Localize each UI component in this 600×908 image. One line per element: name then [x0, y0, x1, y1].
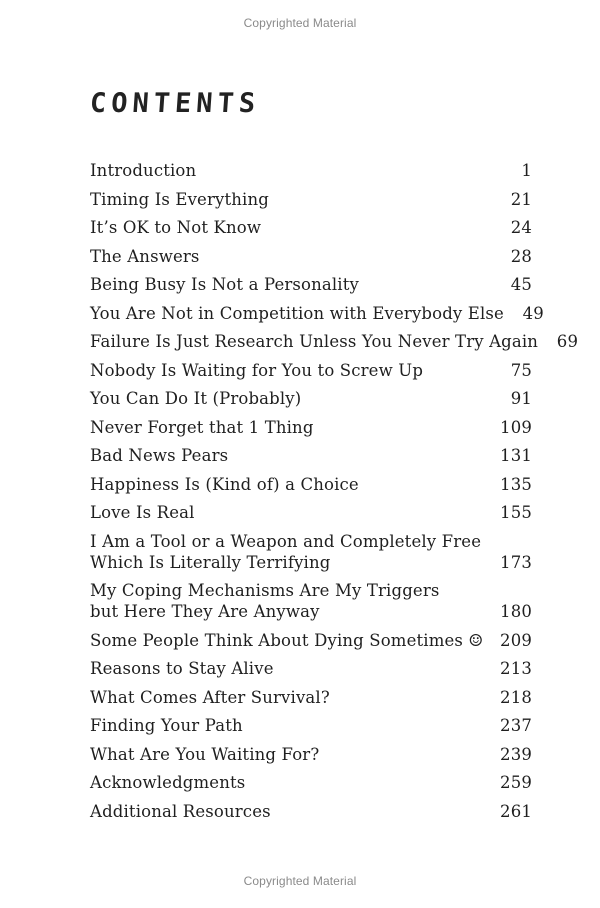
toc-entry-page-number: 131: [500, 446, 532, 465]
toc-entry-title-line: Nobody Is Waiting for You to Screw Up: [90, 360, 424, 380]
toc-entry: [90, 474, 532, 495]
toc-entry: [90, 417, 532, 438]
toc-entry-title: [90, 772, 245, 793]
toc-entry: [90, 502, 532, 523]
toc-entry-title-line: I Am a Tool or a Weapon and Completely Free: [90, 531, 482, 551]
toc-entry: [90, 303, 544, 324]
toc-entry: [90, 658, 532, 679]
toc-entry-title-line: Some People Think About Dying Sometimes ☺: [90, 630, 484, 650]
toc-entry-title-line: What Comes After Survival?: [90, 687, 330, 707]
toc-entry-title-line: Introduction: [90, 161, 197, 180]
toc-entry-title-line: Acknowledgments: [90, 773, 246, 792]
toc-entry-title: [90, 474, 359, 495]
toc-entry: [90, 160, 532, 181]
toc-entry: [90, 217, 532, 238]
toc-entry-title-line: It’s OK to Not Know: [90, 218, 262, 237]
toc-entry-title: [90, 801, 271, 822]
toc-entry-page-number: 49: [522, 303, 544, 323]
toc-entry-title-line: Love Is Real: [90, 503, 195, 522]
toc-entry-page-number: 45: [510, 275, 532, 294]
toc-entry-title-line: Being Busy Is Not a Personality: [90, 275, 359, 294]
toc-entry-page-number: 173: [500, 552, 532, 572]
toc-entry: [90, 687, 532, 708]
toc-entry-title: [90, 658, 274, 679]
toc-entry-title-line: Bad News Pears: [90, 446, 229, 465]
toc-entry-title: [90, 246, 200, 267]
toc-entry: [90, 630, 532, 651]
toc-entry: [90, 580, 532, 622]
toc-entry-title-line: You Are Not in Competition with Everybody Else: [90, 303, 504, 323]
toc-entry-page-number: 21: [510, 189, 532, 209]
toc-entry-title: [90, 303, 504, 324]
toc-entry: [90, 360, 532, 381]
toc-entry: [90, 772, 532, 793]
toc-entry-title-line: The Answers: [90, 246, 200, 266]
toc-entry-title: [90, 417, 314, 438]
toc-entry-title: [90, 744, 319, 765]
toc-entry: [90, 715, 532, 736]
toc-entry-title-line: Failure Is Just Research Unless You Never Try Again: [90, 332, 539, 351]
toc-entry-title: [90, 715, 243, 736]
toc-entry-title: [90, 580, 439, 622]
toc-entry-title: [90, 531, 481, 573]
toc-entry-page-number: 180: [500, 602, 532, 621]
toc-entry-page-number: 24: [510, 218, 532, 237]
toc-entry-title-line: You Can Do It (Probably): [90, 389, 302, 408]
toc-entry: [90, 331, 579, 352]
toc-entry-page-number: 75: [510, 360, 532, 380]
toc-entry-title-line: but Here They Are Anyway: [90, 602, 320, 621]
toc-entry-title-line: My Coping Mechanisms Are My Triggers: [90, 581, 440, 600]
toc-entry-page-number: 69: [556, 332, 579, 351]
toc-entry-title-line: Never Forget that 1 Thing: [90, 417, 314, 437]
toc-entry-title: [90, 360, 423, 381]
toc-entry-page-number: 239: [500, 744, 532, 764]
toc-entry-title-line: Timing Is Everything: [90, 189, 269, 209]
toc-entry-title: [90, 388, 301, 409]
toc-entry-page-number: 1: [521, 161, 532, 180]
watermark-top: Copyrighted Material: [243, 16, 357, 30]
toc-entry-title: [90, 687, 330, 708]
toc-entry-title: [90, 217, 261, 238]
toc-entry-title: [90, 502, 195, 523]
toc-entry-page-number: 209: [500, 630, 532, 650]
toc-entry-page-number: 213: [500, 659, 532, 678]
toc-entry-title-line: Reasons to Stay Alive: [90, 659, 274, 678]
toc-entry-page-number: 109: [500, 417, 532, 437]
toc-entry-page-number: 237: [500, 716, 532, 735]
toc-entry: [90, 531, 532, 573]
toc-entry-title-line: Additional Resources: [90, 801, 271, 821]
toc-entry-page-number: 155: [500, 503, 532, 522]
table-of-contents: [90, 160, 579, 829]
toc-entry-title-line: What Are You Waiting For?: [90, 744, 320, 764]
toc-entry-title: [90, 445, 228, 466]
toc-entry-page-number: 261: [500, 801, 532, 821]
toc-entry: [90, 744, 532, 765]
toc-entry-title-line: Finding Your Path: [90, 716, 243, 735]
toc-entry-title-line: Happiness Is (Kind of) a Choice: [90, 474, 359, 494]
toc-entry-title: [90, 630, 483, 651]
toc-entry-page-number: 259: [500, 773, 532, 792]
toc-entry-title: [90, 331, 538, 352]
toc-entry-title: [90, 274, 359, 295]
toc-entry-page-number: 218: [500, 687, 532, 707]
toc-entry: [90, 445, 532, 466]
toc-entry: [90, 801, 532, 822]
toc-entry: [90, 189, 532, 210]
toc-entry-page-number: 28: [510, 246, 532, 266]
toc-entry-page-number: 135: [500, 474, 532, 494]
toc-entry-title: [90, 160, 196, 181]
toc-entry-title-line: Which Is Literally Terrifying: [90, 552, 331, 572]
toc-entry: [90, 274, 532, 295]
toc-entry-title: [90, 189, 269, 210]
toc-entry: [90, 246, 532, 267]
watermark-bottom: Copyrighted Material: [243, 874, 357, 888]
toc-entry-page-number: 91: [510, 389, 532, 408]
contents-heading: CONTENTS: [88, 88, 262, 119]
toc-entry: [90, 388, 532, 409]
